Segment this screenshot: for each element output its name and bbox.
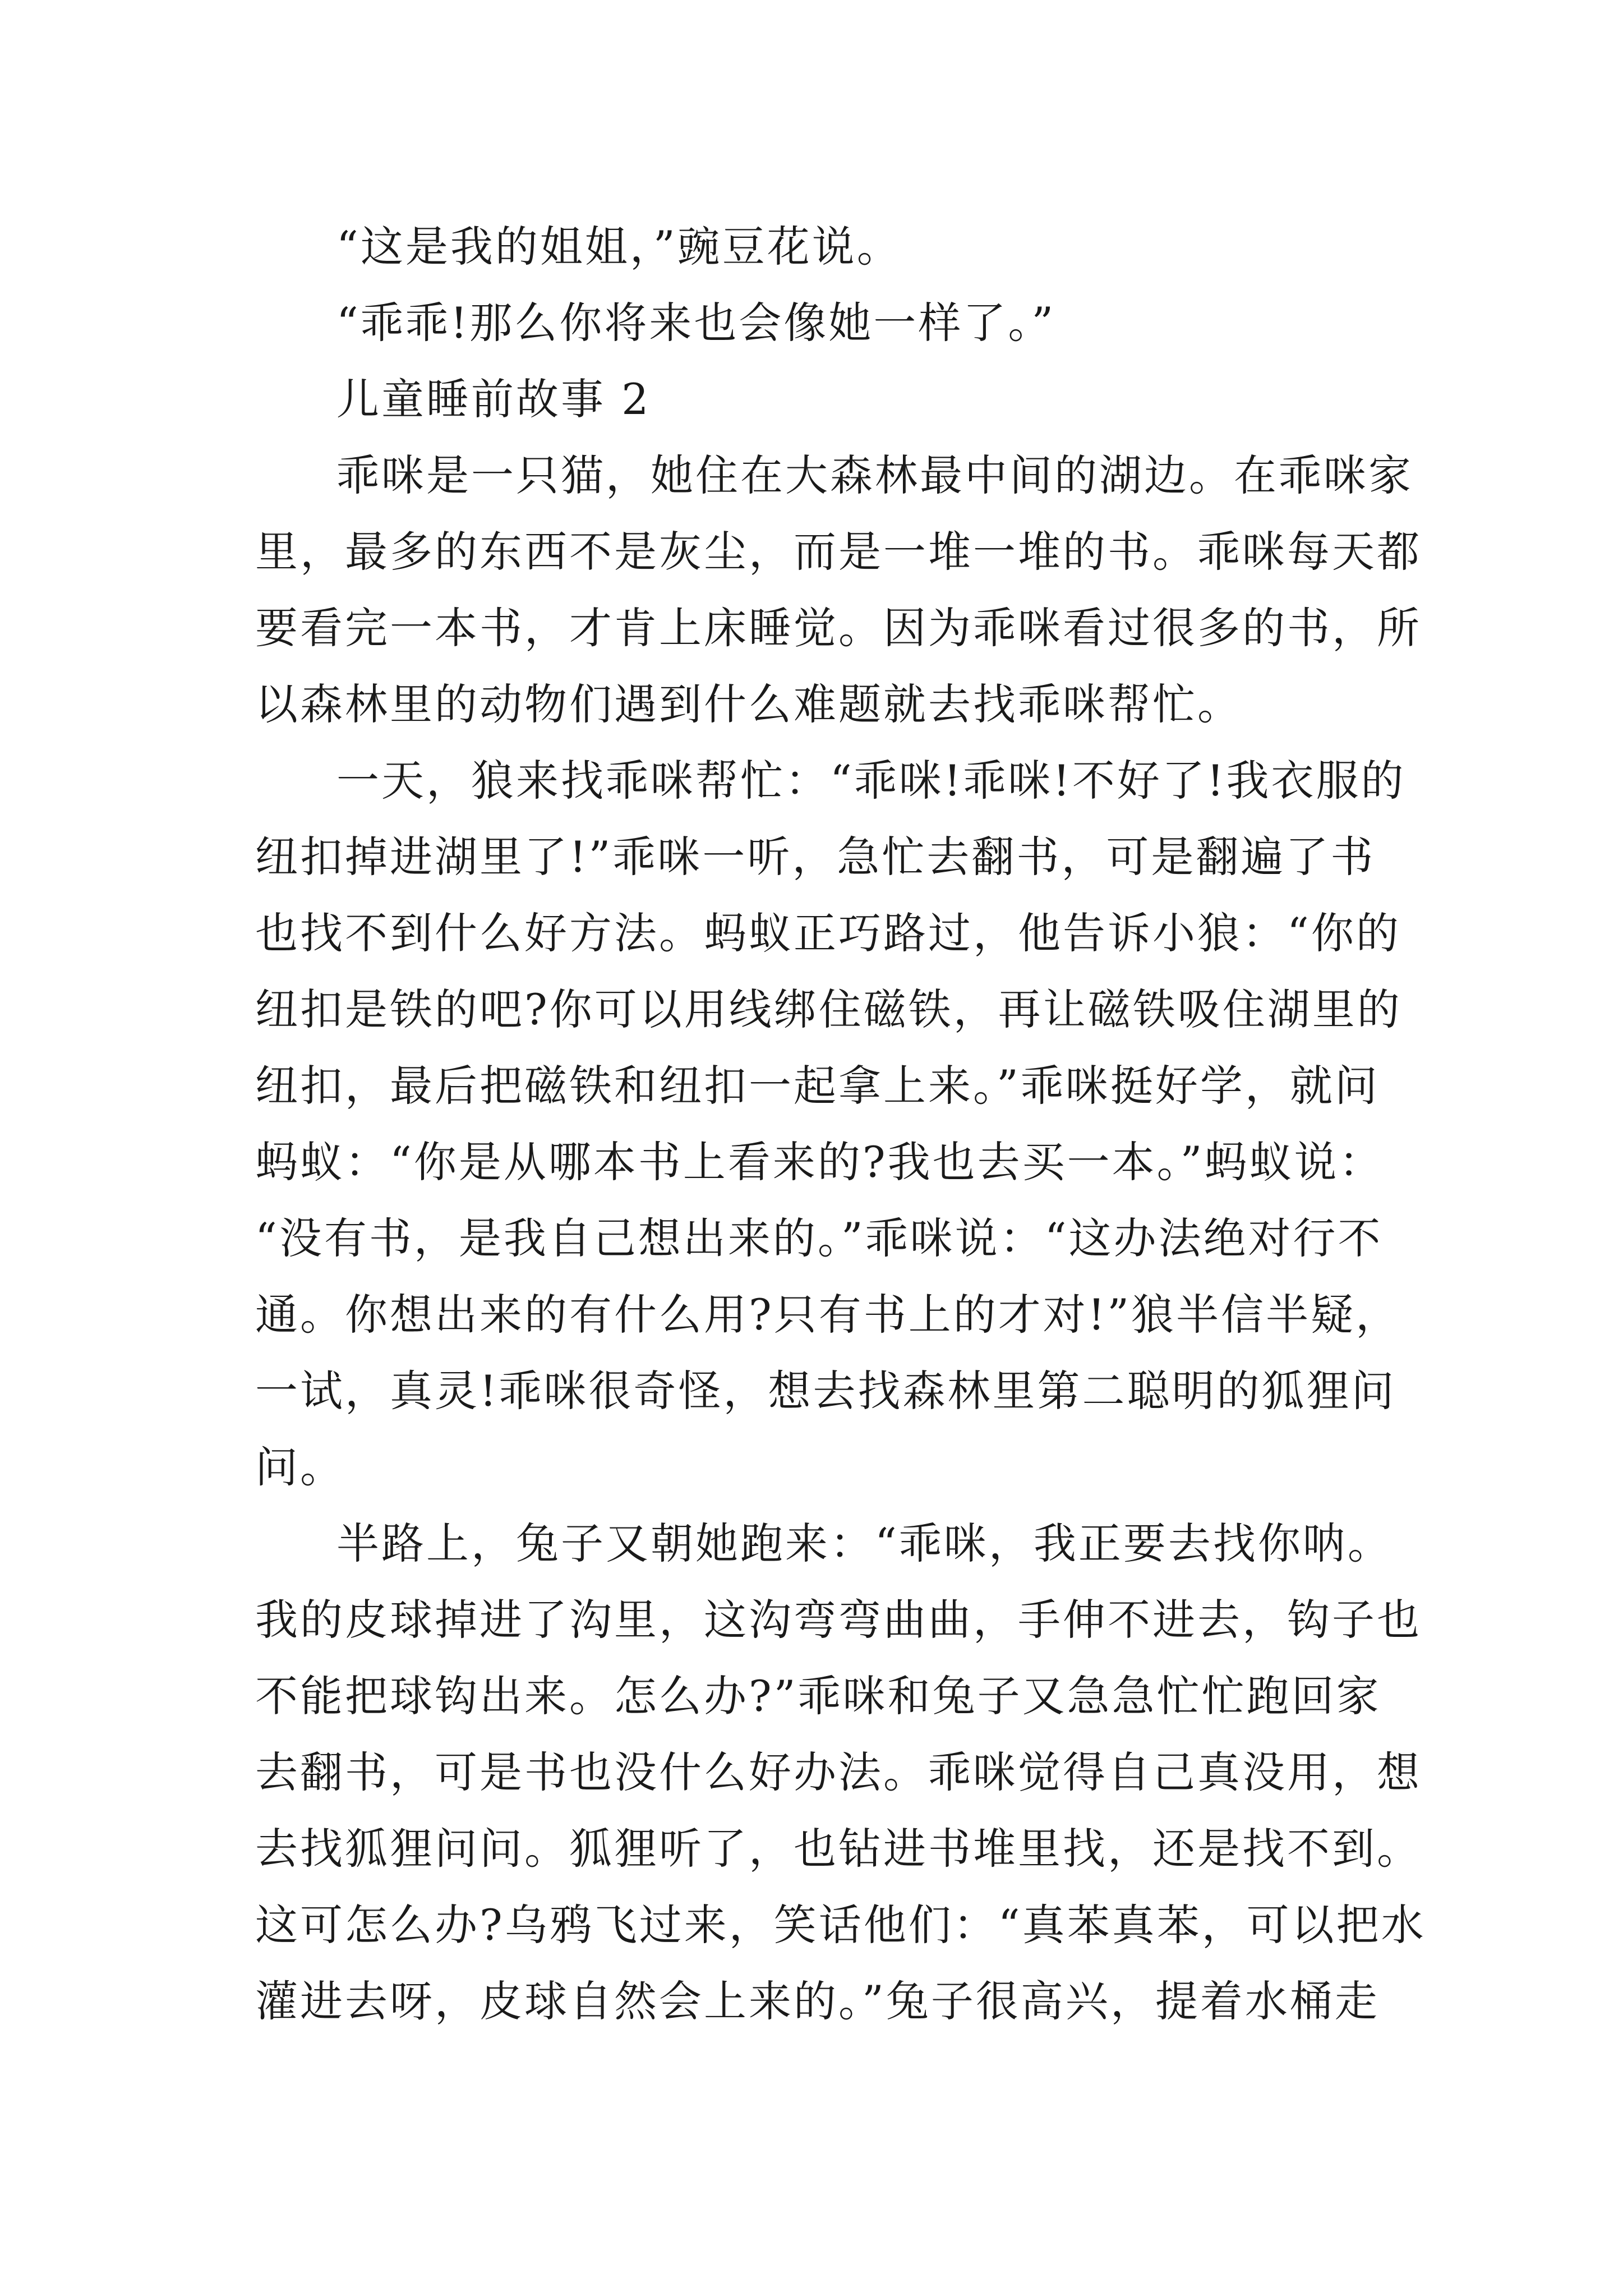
paragraph-line: 一试，真灵!乖咪很奇怪，想去找森林里第二聪明的狐狸问 [255, 1366, 1396, 1416]
story-text [255, 209, 1426, 2040]
paragraph-line: 通。你想出来的有什么用?只有书上的才对!”狼半信半疑， [255, 1290, 1401, 1340]
paragraph-line: 纽扣是铁的吧?你可以用线绑住磁铁，再让磁铁吸住湖里的 [255, 984, 1402, 1034]
paragraph-line: 一天，狼来找乖咪帮忙：“乖咪!乖咪!不好了!我衣服的 [336, 756, 1406, 806]
paragraph-line: 半路上，兔子又朝她跑来：“乖咪，我正要去找你呐。 [336, 1519, 1393, 1568]
paragraph-line: 去找狐狸问问。狐狸听了，也钻进书堆里找，还是找不到。 [255, 1824, 1422, 1874]
paragraph-line: 我的皮球掉进了沟里，这沟弯弯曲曲，手伸不进去，钩子也 [255, 1595, 1422, 1645]
paragraph-line: 要看完一本书，才肯上床睡觉。因为乖咪看过很多的书，所 [255, 603, 1422, 653]
paragraph-line: 纽扣，最后把磁铁和纽扣一起拿上来。”乖咪挺好学，就问 [255, 1061, 1380, 1111]
paragraph-line: 蚂蚁：“你是从哪本书上看来的?我也去买一本。”蚂蚁说： [255, 1137, 1384, 1187]
paragraph-line: 不能把球钩出来。怎么办?”乖咪和兔子又急急忙忙跑回家 [255, 1671, 1381, 1721]
paragraph-line: 纽扣掉进湖里了!”乖咪一听，急忙去翻书，可是翻遍了书 [255, 832, 1376, 882]
paragraph-line: 以森林里的动物们遇到什么难题就去找乖咪帮忙。 [255, 679, 1242, 729]
paragraph-line: 也找不到什么好方法。蚂蚁正巧路过，他告诉小狼：“你的 [255, 908, 1401, 958]
paragraph-line: 乖咪是一只猫，她住在大森林最中间的湖边。在乖咪家 [336, 450, 1413, 500]
paragraph-line: 问。 [255, 1442, 345, 1492]
section-heading: 儿童睡前故事 2 [336, 374, 651, 424]
dialogue-line: “乖乖!那么你将来也会像她一样了。” [336, 298, 1056, 348]
paragraph-line: 这可怎么办?乌鸦飞过来，笑话他们：“真苯真苯，可以把水 [255, 1900, 1426, 1950]
paragraph-line: 去翻书，可是书也没什么好办法。乖咪觉得自己真没用，想 [255, 1747, 1422, 1797]
paragraph-line: 灌进去呀，皮球自然会上来的。”兔子很高兴，提着水桶走 [255, 1976, 1380, 2026]
paragraph-line: 里，最多的东西不是灰尘，而是一堆一堆的书。乖咪每天都 [255, 527, 1422, 577]
dialogue-line: “这是我的姐姐，”豌豆花说。 [336, 222, 902, 272]
paragraph-line: “没有书，是我自己想出来的。”乖咪说：“这办法绝对行不 [255, 1213, 1383, 1263]
